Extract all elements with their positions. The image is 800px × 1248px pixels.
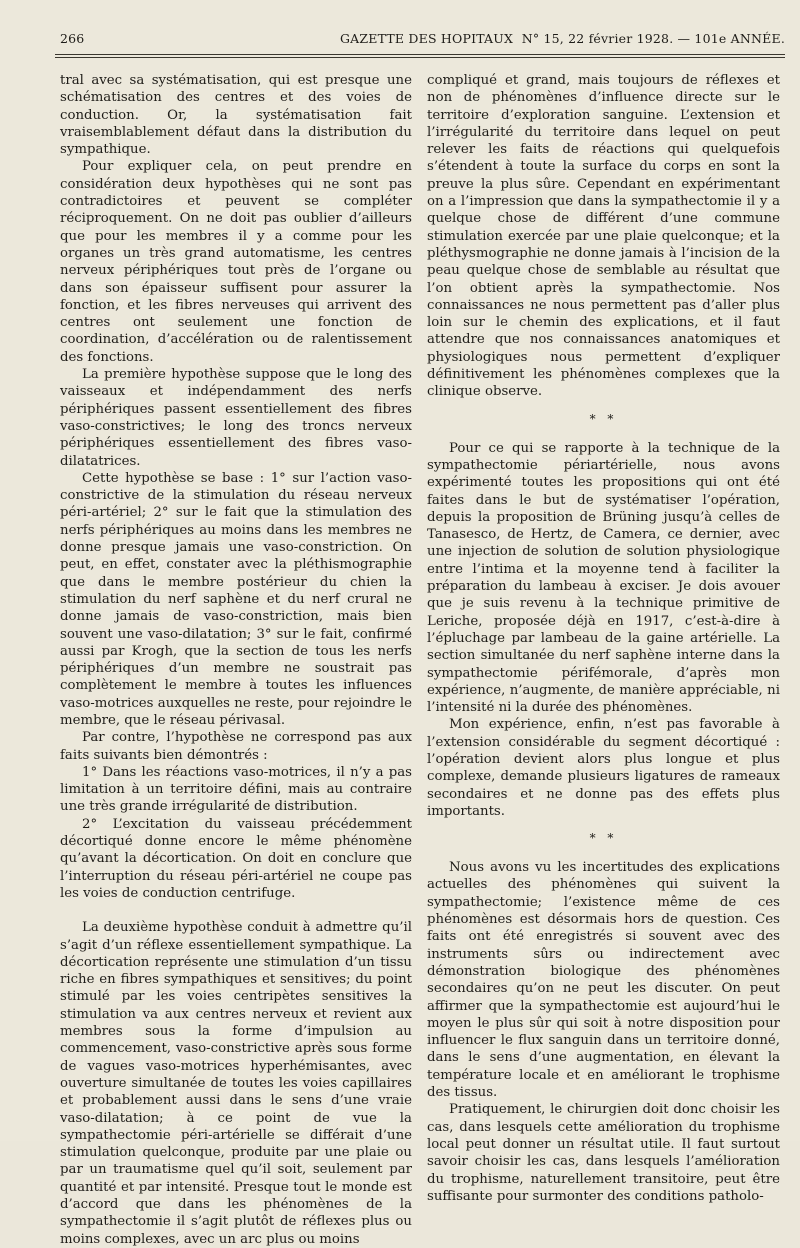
paragraph: Mon expérience, enfin, n’est pas favorable à l’extension considérable du segment décortiqué : l’opération devient alors plus longue et plus complexe, demande plusieurs ligatures de rameaux secondaires et ne donne pas des effets plus importants. [427,717,780,819]
paragraph: Pratiquement, le chirurgien doit donc choisir les cas, dans lesquels cette amélioration du trophisme local peut donner un résultat utile. Il faut surtout savoir choisir les cas, dans lesquels l’amélioration du trophisme, naturellement transitoire, peut être suffisante pour surmonter des conditions patholo- [427,1102,780,1204]
journal-title: GAZETTE DES HOPITAUX [340,31,514,46]
section-separator: * * [589,831,618,846]
paragraph: compliqué et grand, mais toujours de réflexes et non de phénomènes d’influence directe sur le territoire d’exploration sanguine. L’extension et l’irrégularité du territoire dans lequel on peut relever les faits de réactions qui quelquefois s’étendent à toute la surface du corps en sont la preuve la plus sûre. Cependant en expérimentant on a l’impression que dans la sympathectomie il y a quelque chose de différent d’une commune stimulation exercée par une plaie quelconque; et la pléthysmographie ne donne jamais à l’incision de la peau quelque chose de semblable au résultat que l’on obtient après la sympathectomie. Nos connaissances ne nous permettent pas d’aller plus loin sur le chemin des explications, et il faut attendre que nos connaissances anatomiques et physiologiques nous permettent d’expliquer définitivement les phénomènes complexes que la clinique observe. [427,73,780,400]
paragraph: Pour expliquer cela, on peut prendre en considération deux hypothèses qui ne sont pas contradictoires et peuvent se compléter réciproquement. On ne doit pas oublier d’ailleurs que pour les membres il y a comme pour les organes un très grand automatisme, les centres nerveux périphériques tout près de l’organe ou dans son épaisseur suffisent pour assurer la fonction, et les fibres nerveuses qui arrivent des centres ont seulement une fonction de coordination, d’accélération ou de ralentissement des fonctions. [60,159,412,365]
header-rule-double [55,57,785,58]
header-rule [55,54,785,55]
paragraph: Nous avons vu les incertitudes des explications actuelles des phénomènes qui suivent la sympathectomie; l’existence même de ces phénomènes est désormais hors de question. Ces faits ont été enregistrés si souvent avec des instruments sûrs ou indirectement avec démonstration biologique des phénomènes secondaires qu’on ne peut les discuter. On peut affirmer que la sympathectomie est aujourd’hui le moyen le plus sûr qui soit à notre disposition pour influencer le flux sanguin dans un territoire donné, dans le sens d’une augmentation, en élevant la température locale et en améliorant le trophisme des tissus. [427,860,780,1101]
right-column [427,72,780,1205]
paragraph: Pour ce qui se rapporte à la technique de la sympathectomie périartérielle, nous avons expérimenté toutes les propositions qui ont été faites dans le but de systématiser l’opération, depuis la proposition de Brüning jusqu’à celles de Tanasesco, de Hertz, de Camera, ce dernier, avec une injection de solution de solution physiologique entre l’intima et la moyenne tend à faciliter la préparation du lambeau à exciser. Je dois avouer que je suis revenu à la technique primitive de Leriche, proposée déjà en 1917, c’est-à-dire à l’épluchage par lambeau de la gaine artérielle. La section simultanée du nerf saphène interne dans la sympathectomie périfémorale, d’après mon expérience, n’augmente, de manière appréciable, ni l’intensité ni la durée des phénomènes. [427,440,780,716]
paragraph: Cette hypothèse se base : 1° sur l’action vaso-constrictive de la stimulation du réseau nerveux péri-artériel; 2° sur le fait que la stimulation des nerfs périphériques au moins dans les membres ne donne presque jamais une vaso-constriction. On peut, en effet, constater avec la pléthismographie que dans le membre postérieur du chien la stimulation du nerf saphène et du nerf crural ne donne jamais de vaso-constriction, mais bien souvent une vaso-dilatation; 3° sur le fait, confirmé aussi par Krogh, que la section de tous les nerfs périphériques d’un membre ne soustrait pas complètement le membre à toutes les influences vaso-motrices auxquelles ne reste, pour rejoindre le membre, que le réseau périvasal. [60,470,412,728]
section-separator: * * [589,411,618,426]
paragraph: La première hypothèse suppose que le long des vaisseaux et indépendamment des nerfs périphériques passent essentiellement des fibres vaso-constrictives; le long des troncs nerveux périphériques essentiellement des fibres vaso-dilatatrices. [60,367,412,469]
left-column [60,72,412,1248]
paragraph: Par contre, l’hypothèse ne correspond pas aux faits suivants bien démontrés : [60,730,412,763]
page-header [50,31,785,49]
issue-info: N° 15, 22 février 1928. — 101e ANNÉE. [521,31,785,46]
paragraph: 1° Dans les réactions vaso-motrices, il n’y a pas limitation à un territoire défini, mais au contraire une très grande irrégularité de distribution. [60,764,412,815]
paragraph: 2° L’excitation du vaisseau précédemment décortiqué donne encore le même phénomène qu’avant la décortication. On doit en conclure que l’interruption du réseau péri-artériel ne coupe pas les voies de conduction centrifuge. [60,816,412,901]
paragraph: tral avec sa systématisation, qui est presque une schématisation des centres et des voies de conduction. Or, la systématisation fait vraisemblablement défaut dans la distribution du sympathique. [60,73,412,158]
paragraph: La deuxième hypothèse conduit à admettre qu’il s’agit d’un réflexe essentiellement sympathique. La décortication représente une stimulation d’un tissu riche en fibres sympathiques et sensitives; du point stimulé par les voies centripètes sensitives la stimulation va aux centres nerveux et revient aux membres sous la forme d’impulsion au commencement, vaso-constrictive après sous forme de vagues vaso-motrices hyperhémisantes, avec ouverture simultanée de toutes les voies capillaires et probablement aussi dans le sens d’une vraie vaso-dilatation; à ce point de vue la sympathectomie péri-artérielle se différait d’une stimulation quelconque, produite par une plaie ou par un traumatisme quel qu’il soit, seulement par quantité et par intensité. Presque tout le monde est d’accord que dans les phénomènes de la sympathectomie il s’agit plutôt de réflexes plus ou moins complexes, avec un arc plus ou moins [60,920,412,1247]
page-number: 266 [60,31,85,46]
